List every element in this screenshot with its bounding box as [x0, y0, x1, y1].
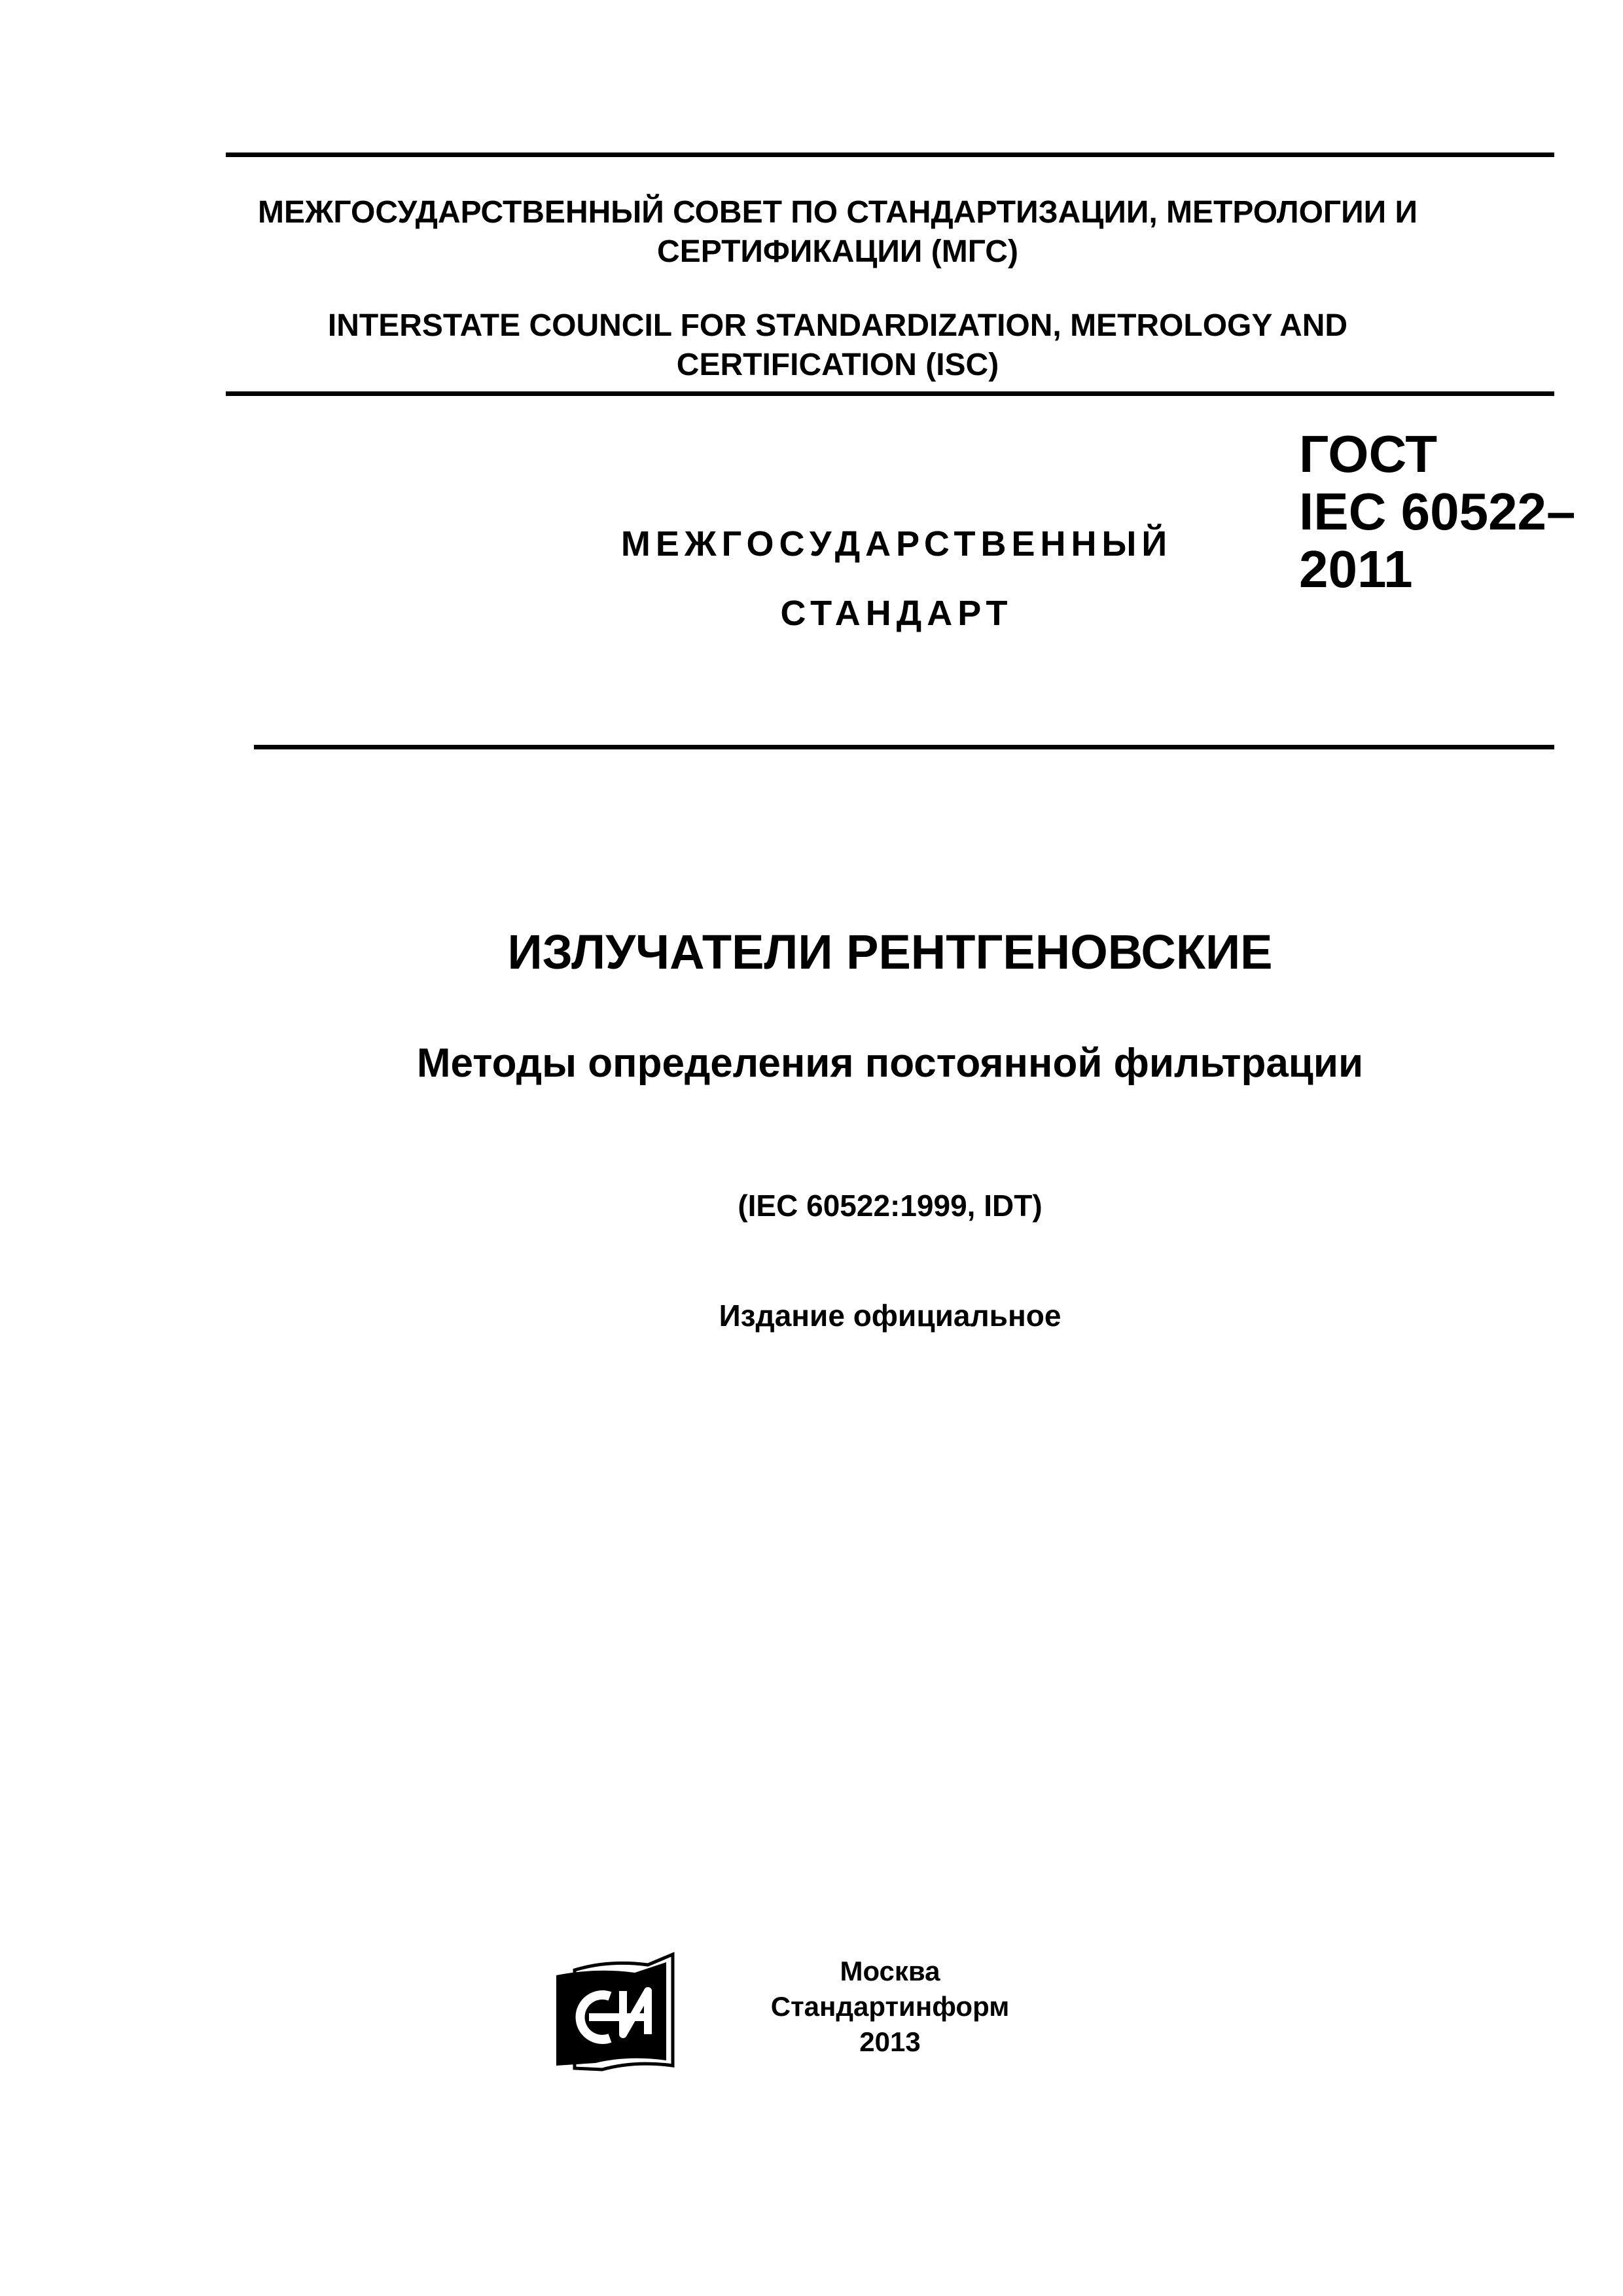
standard-type-line1: МЕЖГОСУДАРСТВЕННЫЙ	[620, 524, 1173, 564]
publisher-city: Москва	[840, 1956, 940, 1986]
council-ru-line2: СЕРТИФИКАЦИИ (МГС)	[657, 234, 1018, 269]
top-rule	[226, 152, 1554, 157]
council-rule	[226, 391, 1554, 396]
publisher-imprint	[720, 1954, 1060, 2060]
council-name-en	[223, 306, 1453, 385]
iec-reference: (IEC 60522:1999, IDT)	[738, 1189, 1043, 1223]
council-name-ru	[223, 193, 1453, 272]
council-en-line1: INTERSTATE COUNCIL FOR STANDARDIZATION, METROLOGY AND	[327, 308, 1348, 343]
gost-line1: ГОСТ	[1299, 425, 1438, 483]
standartinform-logo-icon	[550, 1950, 681, 2081]
council-ru-line1: МЕЖГОСУДАРСТВЕННЫЙ СОВЕТ ПО СТАНДАРТИЗАЦИИ, МЕТРОЛОГИИ И	[258, 195, 1418, 230]
document-title: ИЗЛУЧАТЕЛИ РЕНТГЕНОВСКИЕ	[507, 925, 1273, 979]
document-subtitle: Методы определения постоянной фильтрации	[416, 1041, 1364, 1086]
standard-type-line2: СТАНДАРТ	[780, 594, 1013, 633]
standard-rule	[254, 745, 1554, 749]
gost-line2: IEC 60522–	[1299, 482, 1576, 541]
edition-note: Издание официальное	[719, 1299, 1061, 1333]
gost-designation	[1299, 425, 1576, 598]
standard-type	[491, 509, 1302, 648]
publisher-name: Стандартинформ	[770, 1991, 1010, 2022]
council-en-line2: CERTIFICATION (ISC)	[676, 348, 999, 382]
gost-line3: 2011	[1299, 540, 1413, 598]
publisher-year: 2013	[859, 2026, 921, 2057]
